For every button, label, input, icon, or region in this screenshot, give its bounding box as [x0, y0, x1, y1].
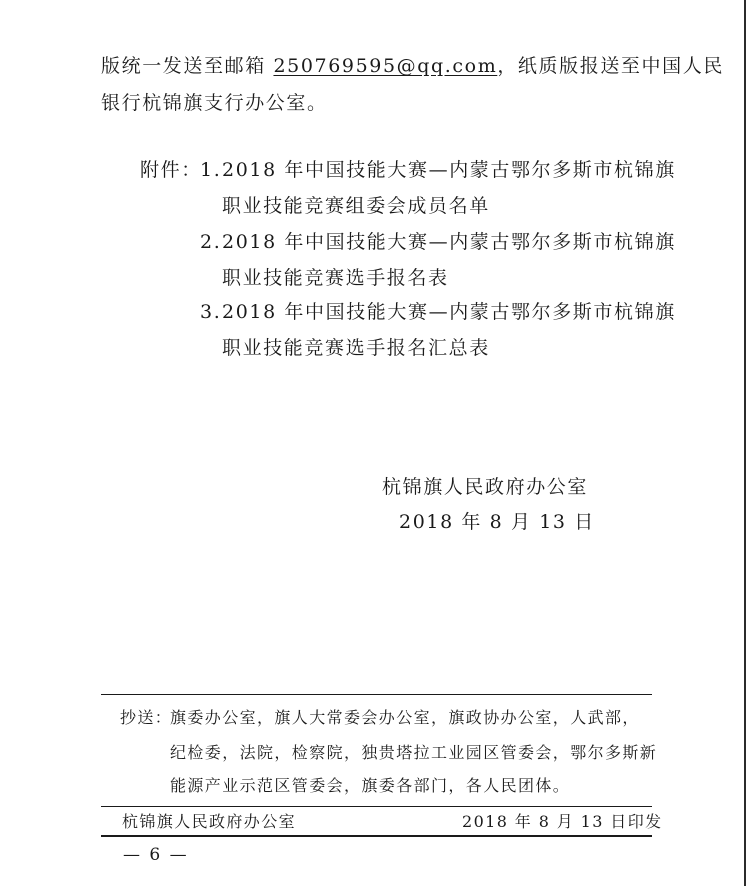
attachment-2-title-line-1: 2018 年中国技能大赛—内蒙古鄂尔多斯市杭锦旗	[222, 231, 676, 253]
body-paragraph-line-2: 银行杭锦旗支行办公室。	[101, 92, 328, 114]
cc-recipients-line-1: 旗委办公室，旗人大常委会办公室，旗政协办公室，人武部，	[170, 708, 640, 727]
attachments-label: 附件：	[140, 159, 202, 181]
footer-bottom-rule	[101, 835, 652, 837]
attachment-3-title-line-2: 职业技能竞赛选手报名汇总表	[222, 337, 490, 359]
footer-print-date: 2018 年 8 月 13 日印发	[462, 812, 663, 831]
signature-date: 2018 年 8 月 13 日	[399, 511, 595, 533]
attachment-1-title-line-1: 2018 年中国技能大赛—内蒙古鄂尔多斯市杭锦旗	[222, 159, 676, 181]
email-address-link[interactable]: 250769595@qq.com	[273, 55, 498, 77]
cc-recipients-line-3: 能源产业示范区管委会，旗委各部门，各人民团体。	[170, 776, 571, 795]
attachment-3-number: 3.	[200, 301, 222, 323]
attachment-2-number: 2.	[200, 231, 222, 253]
cc-recipients-line-2: 纪检委，法院，检察院，独贵塔拉工业园区管委会，鄂尔多斯新	[170, 743, 658, 762]
attachment-1-title-line-2: 职业技能竞赛组委会成员名单	[222, 195, 490, 217]
signature-issuer: 杭锦旗人民政府办公室	[382, 476, 589, 498]
cc-label: 抄送：	[120, 708, 173, 727]
paragraph-text-after-email: ，纸质版报送至中国人民	[497, 55, 724, 77]
footer-issuer: 杭锦旗人民政府办公室	[122, 812, 297, 831]
page-number: — 6 —	[123, 845, 189, 865]
cc-top-rule	[101, 694, 652, 695]
body-paragraph-line-1	[101, 53, 724, 79]
footer-top-rule	[101, 806, 652, 807]
attachment-2-title-line-2: 职业技能竞赛选手报名表	[222, 267, 449, 289]
attachment-1-number: 1.	[200, 159, 222, 181]
paragraph-text-before-email: 版统一发送至邮箱	[101, 55, 274, 77]
attachment-3-title-line-1: 2018 年中国技能大赛—内蒙古鄂尔多斯市杭锦旗	[222, 301, 676, 323]
